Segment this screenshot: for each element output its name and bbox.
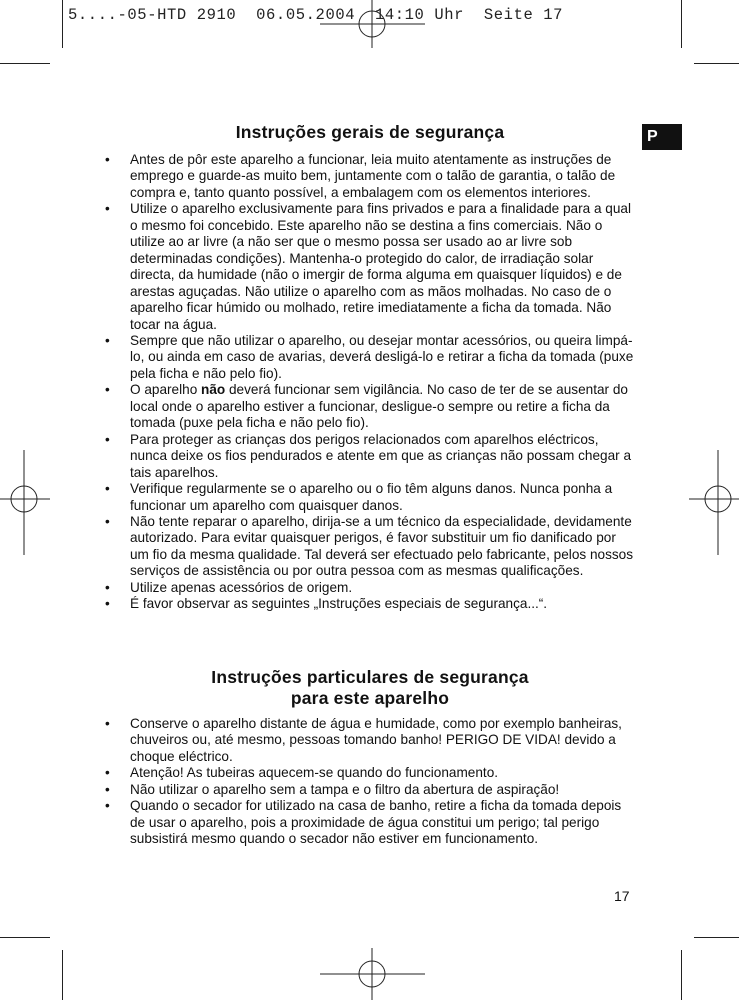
list-item-text: deverá funcionar sem vigilância. No caso de ter de se ausentar do local onde o aparelho estiver a funcionar, desligue-o sempre ou retire a ficha da tomada (puxe pela ficha e não pelo fio).	[130, 382, 628, 431]
registration-mark-left-icon	[0, 450, 50, 555]
registration-mark-bottom-icon	[320, 948, 425, 1000]
list-item: • É favor observar as seguintes „Instruções especiais de segurança...“.	[105, 596, 635, 612]
section-title-line: para este aparelho	[290, 688, 450, 708]
list-item: • Antes de pôr este aparelho a funcionar, leia muito atentamente as instruções de emprego e guarde-as muito bem, juntamente com o talão de garantia, o talão de compra e, tanto quanto possível, a embalagem com os elementos interiores.	[105, 152, 635, 201]
list-item	[105, 382, 635, 431]
list-item: • Não tente reparar o aparelho, dirija-se a um técnico da especialidade, devidamente autorizado. Para evitar quaisquer perigos, é favor substituir um fio danificado por um fio da mesma qualidade. Tal deverá ser efectuado pelo fabricante, pelos nossos serviços de assistência ou por outra pessoa com as mesmas qualificações.	[105, 514, 635, 580]
crop-mark-bottom-right-h	[694, 937, 739, 938]
crop-mark-top-right-h	[694, 63, 739, 64]
list-item: • Para proteger as crianças dos perigos relacionados com aparelhos eléctricos, nunca deixe os fios pendurados e atente em que as crianças não possam chegar a tais aparelhos.	[105, 432, 635, 481]
list-item: • Utilize o aparelho exclusivamente para fins privados e para a finalidade para a qual o mesmo foi concebido. Este aparelho não se destina a fins comerciais. Não o utilize ao ar livre (a não ser que o mesmo possa ser usado ao ar livre sob determinadas condições). Mantenha-o protegido do calor, de irradiação solar directa, da humidade (não o imergir de forma alguma em quaisquer líquidos) e de arestas aguçadas. Não utilize o aparelho com as mãos molhadas. No caso de o aparelho ficar húmido ou molhado, retire imediatamente a ficha da tomada. Não tocar na água.	[105, 201, 635, 333]
list-item: • Quando o secador for utilizado na casa de banho, retire a ficha da tomada depois de usar o aparelho, pois a proximidade de água constitui um perigo; tal perigo subsistirá mesmo quando o secador não estiver em funcionamento.	[105, 798, 635, 847]
crop-mark-top-left-h	[0, 63, 50, 64]
language-tab: P	[642, 124, 682, 150]
list-item-text: O aparelho	[130, 382, 202, 398]
crop-mark-bottom-left-h	[0, 937, 50, 938]
general-safety-list	[105, 152, 635, 613]
print-slug: 5....-05-HTD 2910 06.05.2004 14:10 Uhr Seite 17	[68, 6, 564, 24]
section-title-general-safety: Instruções gerais de segurança	[235, 122, 505, 142]
page-number: 17	[614, 888, 630, 904]
crop-mark-top-right-v	[681, 0, 682, 48]
crop-mark-bottom-right-v	[681, 950, 682, 1000]
registration-mark-top-icon	[320, 0, 425, 50]
crop-mark-top-left-v	[62, 0, 63, 48]
registration-mark-right-icon	[689, 450, 739, 555]
list-item: • Sempre que não utilizar o aparelho, ou desejar montar acessórios, ou queira limpá-lo, ou ainda em caso de avarias, deverá desligá-lo e retirar a ficha da tomada (puxe pela ficha e não pelo fio).	[105, 333, 635, 382]
section-title-line: Instruções particulares de segurança	[211, 667, 529, 687]
emphasis-text: não	[201, 382, 226, 398]
list-item: • Conserve o aparelho distante de água e humidade, como por exemplo banheiras, chuveiros ou, até mesmo, pessoas tomando banho! PERIGO DE VIDA! devido a choque eléctrico.	[105, 716, 635, 765]
list-item: • Utilize apenas acessórios de origem.	[105, 580, 635, 596]
list-item: • Não utilizar o aparelho sem a tampa e o filtro da abertura de aspiração!	[105, 782, 635, 798]
device-safety-list	[105, 716, 635, 848]
list-item: • Verifique regularmente se o aparelho ou o fio têm alguns danos. Nunca ponha a funcionar um aparelho com quaisquer danos.	[105, 481, 635, 514]
list-item: • Atenção! As tubeiras aquecem-se quando do funcionamento.	[105, 765, 635, 781]
section-title-device-safety	[110, 667, 630, 709]
crop-mark-bottom-left-v	[62, 950, 63, 1000]
